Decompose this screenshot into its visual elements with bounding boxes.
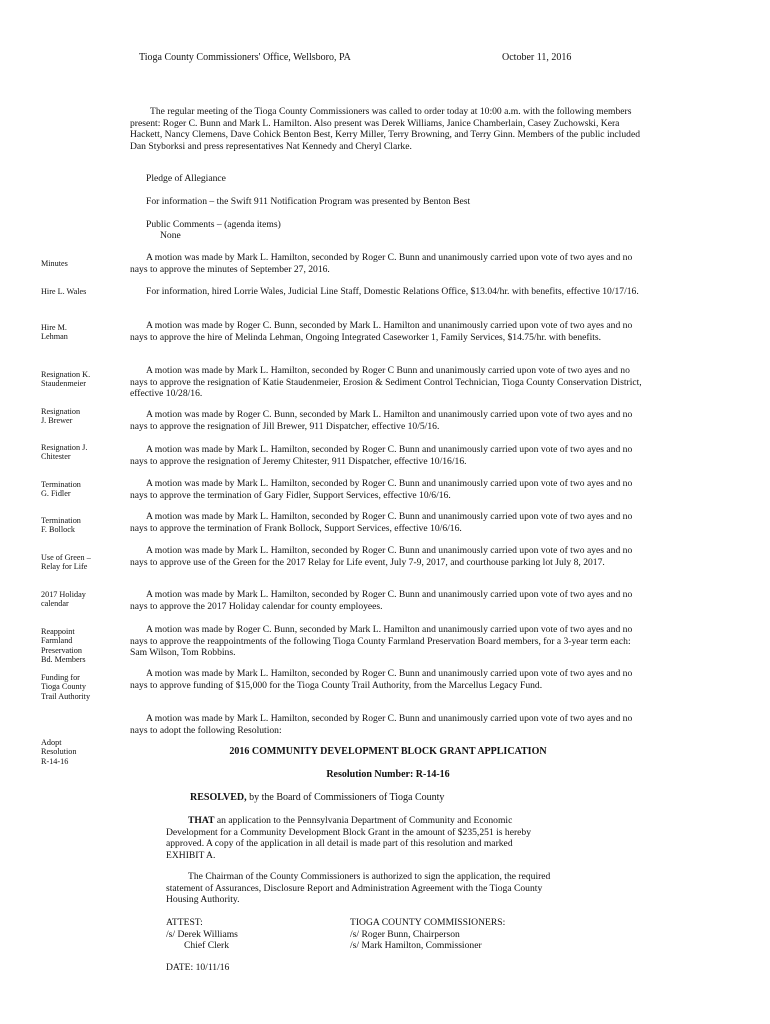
side-label-resign-chitester: Resignation J. Chitester (41, 443, 88, 462)
side-label-resign-staudenmeier: Resignation K. Staudenmeier (41, 370, 91, 389)
office-header: Tioga County Commissioners' Office, Wellsboro, PA (139, 52, 351, 63)
side-label-hire-wales: Hire L. Wales (41, 287, 87, 296)
commissioner-1: /s/ Roger Bunn, Chairperson (350, 928, 460, 940)
motion-trail-funding: A motion was made by Mark L. Hamilton, seconded by Roger C. Bunn and unanimously carried upon vote of two ayes and no nays to approve funding of $15,000 for the Tioga County Trail Authority, from the Marcellus Legacy Fund. (130, 668, 633, 691)
side-label-terminate-fidler: Termination G. Fidler (41, 480, 81, 499)
motion-relay-for-life: A motion was made by Mark L. Hamilton, seconded by Roger C. Bunn and unanimously carried upon vote of two ayes and no nays to approve use of the Green for the 2017 Relay for Life event, July 7-9, 2017, and courthouse parking lot July 8, 2017. (130, 545, 633, 568)
pledge-line: Pledge of Allegiance (146, 173, 226, 184)
attest-title: Chief Clerk (184, 940, 230, 951)
attest-name: /s/ Derek Williams (166, 928, 238, 940)
intro-paragraph: The regular meeting of the Tioga County Commissioners was called to order today at 10:00 a.m. with the following members present: Roger C. Bunn and Mark L. Hamilton. Also present was Derek Williams, Janice Chamberlain, Casey Zuchowski, Kera Hackett, Nancy Clemens, Dave Cohick Benton Best, Kerry Miller, Terry Browning, and Terry Ginn. Members of the public included Dan Styborksi and press representatives Nat Kennedy and Cheryl Clarke. (130, 106, 640, 152)
meeting-date: October 11, 2016 (502, 52, 572, 63)
motion-holiday-calendar: A motion was made by Mark L. Hamilton, seconded by Roger C. Bunn and unanimously carried upon vote of two ayes and no nays to approve the 2017 Holiday calendar for county employees. (130, 589, 633, 612)
info-line: For information – the Swift 911 Notification Program was presented by Benton Best (146, 196, 471, 207)
resolved-line: RESOLVED, by the Board of Commissioners of Tioga County (190, 792, 445, 803)
motion-terminate-bollock: A motion was made by Mark L. Hamilton, seconded by Roger C. Bunn and unanimously carried upon vote of two ayes and no nays to approve the termination of Frank Bollock, Support Services, effective 10/6/16. (130, 511, 633, 534)
side-label-holiday-calendar: 2017 Holiday calendar (41, 590, 86, 609)
resolution-number: Resolution Number: R-14-16 (326, 769, 450, 780)
side-label-adopt-resolution: Adopt Resolution R-14-16 (41, 738, 77, 766)
commissioner-2: /s/ Mark Hamilton, Commissioner (350, 940, 482, 951)
motion-terminate-fidler: A motion was made by Mark L. Hamilton, seconded by Roger C. Bunn and unanimously carried upon vote of two ayes and no nays to approve the termination of Gary Fidler, Support Services, effective 10/6/16. (130, 478, 633, 501)
resolution-title: 2016 COMMUNITY DEVELOPMENT BLOCK GRANT APPLICATION (229, 746, 547, 757)
side-label-farmland-board: Reappoint Farmland Preservation Bd. Members (41, 627, 86, 664)
public-comments: Public Comments – (agenda items) (146, 219, 281, 230)
side-label-terminate-bollock: Termination F. Bollock (41, 516, 81, 535)
motion-hire-lehman: A motion was made by Roger C. Bunn, seconded by Mark L. Hamilton and unanimously carried upon vote of two ayes and no nays to approve the hire of Melinda Lehman, Ongoing Integrated Caseworker 1, Family Services, $14.75/hr. with benefits. (130, 320, 633, 343)
attest-block (166, 917, 238, 952)
motion-resign-brewer: A motion was made by Roger C. Bunn, seconded by Mark L. Hamilton and unanimously carried upon vote of two ayes and no nays to approve the resignation of Jill Brewer, 911 Dispatcher, effective 10/5/16. (130, 409, 633, 432)
signature-date: DATE: 10/11/16 (166, 962, 230, 973)
side-label-minutes: Minutes (41, 259, 68, 268)
resolution-that-clause: THAT an application to the Pennsylvania Department of Community and Economic Development for a Community Development Block Grant in the amount of $235,251 is hereby approved. A copy of the application in all detail is made part of this resolution and marked EXHIBIT A. (166, 815, 532, 861)
motion-farmland-board: A motion was made by Roger C. Bunn, seconded by Mark L. Hamilton and unanimously carried upon vote of two ayes and no nays to approve the reappointments of the following Tioga County Farmland Preservation Board members, for a 3-year term each: Sam Wilson, Tom Robbins. (130, 624, 633, 658)
motion-adopt-resolution: A motion was made by Mark L. Hamilton, seconded by Roger C. Bunn and unanimously carried upon vote of two ayes and no nays to adopt the following Resolution: (130, 713, 633, 736)
side-label-relay-for-life: Use of Green – Relay for Life (41, 553, 91, 572)
attest-label: ATTEST: (166, 917, 203, 928)
commissioners-block (350, 917, 505, 952)
side-label-trail-funding: Funding for Tioga County Trail Authority (41, 673, 91, 701)
motion-resign-staudenmeier: A motion was made by Mark L. Hamilton, seconded by Roger C Bunn and unanimously carried upon vote of two ayes and no nays to approve the resignation of Katie Staudenmeier, Erosion & Sediment Control Technician, Tioga County Conservation District, effective 10/28/16. (130, 365, 642, 399)
side-label-resign-brewer: Resignation J. Brewer (41, 407, 81, 426)
motion-minutes: A motion was made by Mark L. Hamilton, seconded by Roger C. Bunn and unanimously carried upon vote of two ayes and no nays to approve the minutes of September 27, 2016. (130, 252, 633, 275)
side-label-hire-lehman: Hire M. Lehman (41, 323, 68, 342)
motion-resign-chitester: A motion was made by Mark L. Hamilton, seconded by Roger C. Bunn and unanimously carried upon vote of two ayes and no nays to approve the resignation of Jeremy Chitester, 911 Dispatcher, effective 10/16/16. (130, 444, 633, 467)
resolution-chairman-clause: The Chairman of the County Commissioners is authorized to sign the application, the required statement of Assurances, Disclosure Report and Administration Agreement with the Tioga County Housing Authority. (166, 871, 551, 905)
commissioners-label: TIOGA COUNTY COMMISSIONERS: (350, 917, 506, 928)
public-comments-none: None (160, 230, 181, 241)
motion-hire-wales: For information, hired Lorrie Wales, Judicial Line Staff, Domestic Relations Office, $13.04/hr. with benefits, effective 10/17/16. (146, 286, 639, 297)
